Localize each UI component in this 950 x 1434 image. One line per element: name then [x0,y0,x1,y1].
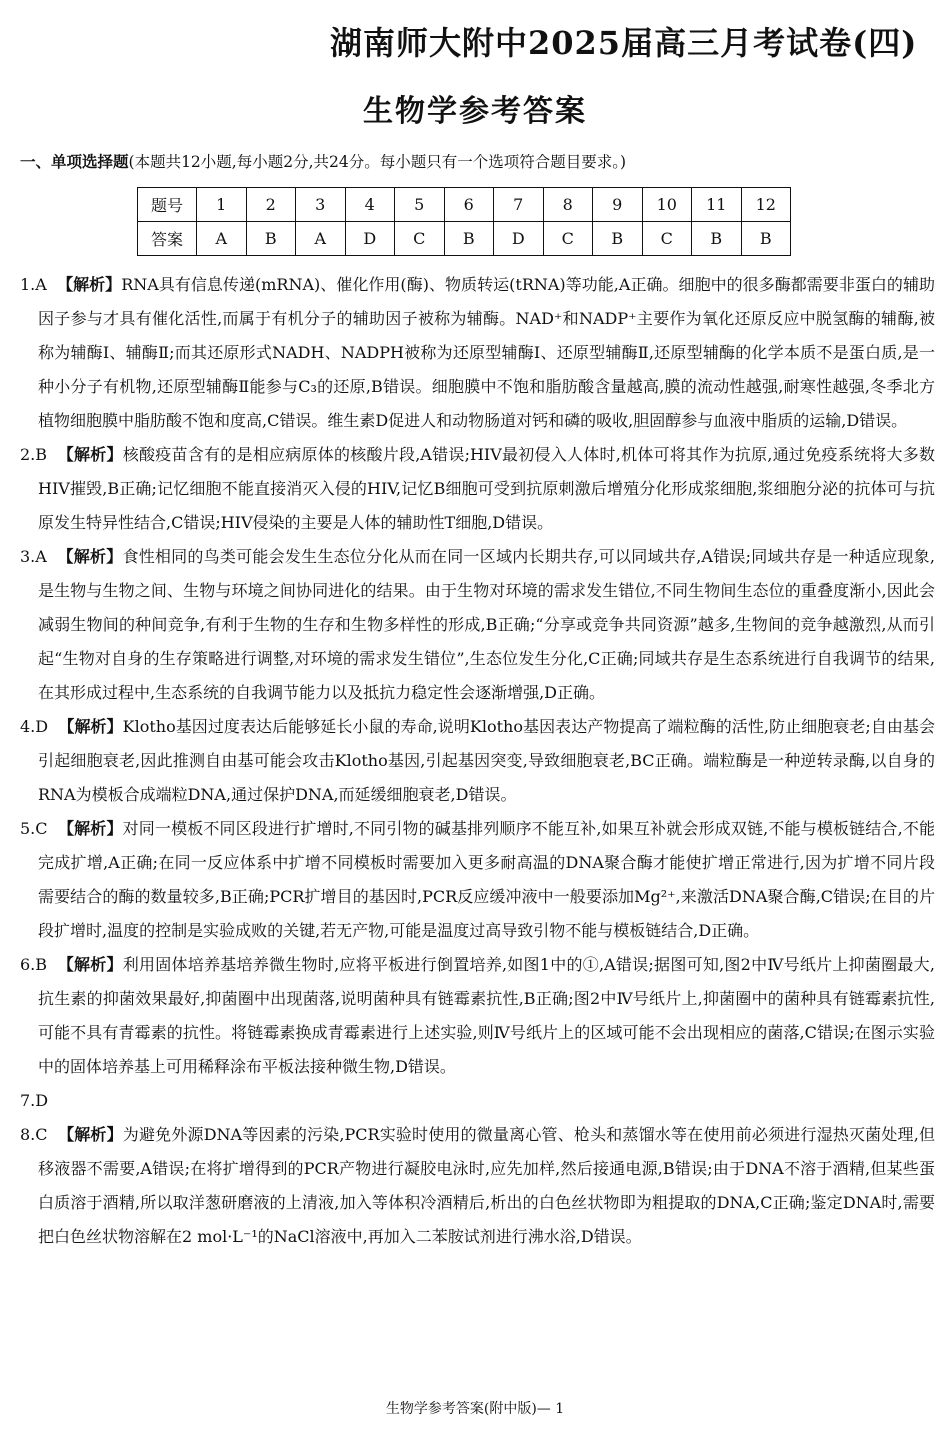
answer-cell: B [246,222,296,256]
item-tag: 【解析】 [57,955,123,974]
item-number: 1.A [20,275,47,294]
answer-cell: C [395,222,445,256]
explanation-item [20,710,935,812]
question-number-cell: 1 [197,188,247,222]
question-number-cell: 4 [345,188,395,222]
item-tag: 【解析】 [57,547,123,566]
question-number-cell: 12 [741,188,791,222]
item-tag: 【解析】 [57,275,122,294]
explanation-item [20,1118,935,1254]
item-number: 7.D [20,1091,49,1110]
item-tag: 【解析】 [58,1125,123,1144]
explanations-list [20,268,935,1254]
item-text: 为避免外源DNA等因素的污染,PCR实验时使用的微量离心管、枪头和蒸馏水等在使用前必须进行湿热灭菌处理,但移液器不需要,A错误;在将扩增得到的PCR产物进行凝胶电泳时,应先加样,然后接通电源,B错误;由于DNA不溶于酒精,但某些蛋白质溶于酒精,所以取洋葱研磨液的上清液,加入等体积冷酒精后,析出的白色丝状物即为粗提取的DNA,C正确;鉴定DNA时,需要把白色丝状物溶解在2 mol·L⁻¹的NaCl溶液中,再加入二苯胺试剂进行沸水浴,D错误。 [38,1125,935,1246]
question-number-cell: 3 [296,188,346,222]
answer-table-header-number: 题号 [138,188,197,222]
question-number-cell: 2 [246,188,296,222]
doc-title: 生物学参考答案 [363,94,587,129]
answer-cell: D [494,222,544,256]
explanation-item [20,812,935,948]
question-number-cell: 6 [444,188,494,222]
item-text: 食性相同的鸟类可能会发生生态位分化从而在同一区域内长期共存,可以同域共存,A错误;同域共存是一种适应现象,是生物与生物之间、生物与环境之间协同进化的结果。由于生物对环境的需求发生错位,不同生物间生态位的重叠度渐小,因此会减弱生物间的种间竞争,有利于生物的生存和生物多样性的形成,B正确;“分享或竞争共同资源”越多,生物间的竞争越激烈,从而引起“生物对自身的生存策略进行调整,对环境的需求发生错位”,生态位发生分化,C正确;同域共存是生态系统进行自我调节的结果,在其形成过程中,生态系统的自我调节能力以及抵抗力稳定性会逐渐增强,D正确。 [38,547,935,702]
answer-table [137,187,791,256]
page-footer: 生物学参考答案(附中版)— 1 [385,1401,565,1417]
question-number-cell: 5 [395,188,445,222]
item-number: 6.B [20,955,48,974]
section-heading [20,150,626,172]
section-note: (本题共12小题,每小题2分,共24分。每小题只有一个选项符合题目要求。) [128,153,627,171]
explanation-item [20,268,935,438]
section-label: 一、单项选择题 [20,152,129,171]
item-number: 3.A [20,547,47,566]
explanation-item [20,948,935,1084]
item-tag: 【解析】 [58,819,123,838]
answer-cell: B [593,222,643,256]
answer-cell: C [642,222,692,256]
item-number: 2.B [20,445,48,464]
item-text: Klotho基因过度表达后能够延长小鼠的寿命,说明Klotho基因表达产物提高了端粒酶的活性,防止细胞衰老;自由基会引起细胞衰老,因此推测自由基可能会攻击Klotho基因,引起基因突变,导致细胞衰老,BC正确。端粒酶是一种逆转录酶,以自身的RNA为模板合成端粒DNA,通过保护DNA,而延缓细胞衰老,D错误。 [38,717,935,804]
question-number-cell: 8 [543,188,593,222]
item-number: 4.D [20,717,49,736]
answer-cell: B [692,222,742,256]
question-number-cell: 9 [593,188,643,222]
answer-cell: A [197,222,247,256]
question-number-cell: 11 [692,188,742,222]
item-text: RNA具有信息传递(mRNA)、催化作用(酶)、物质转运(tRNA)等功能,A正确。细胞中的很多酶都需要非蛋白的辅助因子参与才具有催化活性,而属于有机分子的辅助因子被称为辅酶。NAD⁺和NADP⁺主要作为氧化还原反应中脱氢酶的辅酶,被称为辅酶Ⅰ、辅酶Ⅱ;而其还原形式NADH、NADPH被称为还原型辅酶Ⅰ、还原型辅酶Ⅱ,还原型辅酶的化学本质不是蛋白质,是一种小分子有机物,还原型辅酶Ⅱ能参与C₃的还原,B错误。细胞膜中不饱和脂肪酸含量越高,膜的流动性越强,耐寒性越强,冬季北方植物细胞膜中脂肪酸不饱和度高,C错误。维生素D促进人和动物肠道对钙和磷的吸收,胆固醇参与血液中脂质的运输,D错误。 [38,275,935,430]
item-tag: 【解析】 [58,717,123,736]
school-title: 湖南师大附中2025届高三月考试卷(四) [330,24,918,62]
answer-table-header-answer: 答案 [138,222,197,256]
answer-cell: A [296,222,346,256]
item-text: 对同一模板不同区段进行扩增时,不同引物的碱基排列顺序不能互补,如果互补就会形成双链,不能与模板链结合,不能完成扩增,A正确;在同一反应体系中扩增不同模板时需要加入更多耐高温的DNA聚合酶才能使扩增正常进行,因为扩增不同片段需要结合的酶的数量较多,B正确;PCR扩增目的基因时,PCR反应缓冲液中一般要添加Mg²⁺,来激活DNA聚合酶,C错误;在目的片段扩增时,温度的控制是实验成败的关键,若无产物,可能是温度过高导致引物不能与模板链结合,D正确。 [38,819,935,940]
explanation-item [20,1084,935,1118]
item-number: 8.C [20,1125,48,1144]
item-text: 利用固体培养基培养微生物时,应将平板进行倒置培养,如图1中的①,A错误;据图可知,图2中Ⅳ号纸片上抑菌圈最大,抗生素的抑菌效果最好,抑菌圈中出现菌落,说明菌种具有链霉素抗性,B正确;图2中Ⅳ号纸片上,抑菌圈中的菌种具有链霉素抗性,可能不具有青霉素的抗性。将链霉素换成青霉素进行上述实验,则Ⅳ号纸片上的区域可能不会出现相应的菌落,C错误;在图示实验中的固体培养基上可用稀释涂布平板法接种微生物,D错误。 [38,955,935,1076]
answer-cell: B [741,222,791,256]
item-number: 5.C [20,819,48,838]
question-number-cell: 7 [494,188,544,222]
answer-cell: B [444,222,494,256]
answer-table-answer-row [138,222,791,256]
explanation-item [20,540,935,710]
question-number-cell: 10 [642,188,692,222]
item-text: 核酸疫苗含有的是相应病原体的核酸片段,A错误;HIV最初侵入人体时,机体可将其作为抗原,通过免疫系统将大多数HIV摧毁,B正确;记忆细胞不能直接消灭入侵的HIV,记忆B细胞可受到抗原刺激后增殖分化形成浆细胞,浆细胞分泌的抗体可与抗原发生特异性结合,C错误;HIV侵染的主要是人体的辅助性T细胞,D错误。 [38,445,935,532]
explanation-item [20,438,935,540]
answer-cell: C [543,222,593,256]
item-tag: 【解析】 [57,445,123,464]
answer-cell: D [345,222,395,256]
answer-table-number-row [138,188,791,222]
